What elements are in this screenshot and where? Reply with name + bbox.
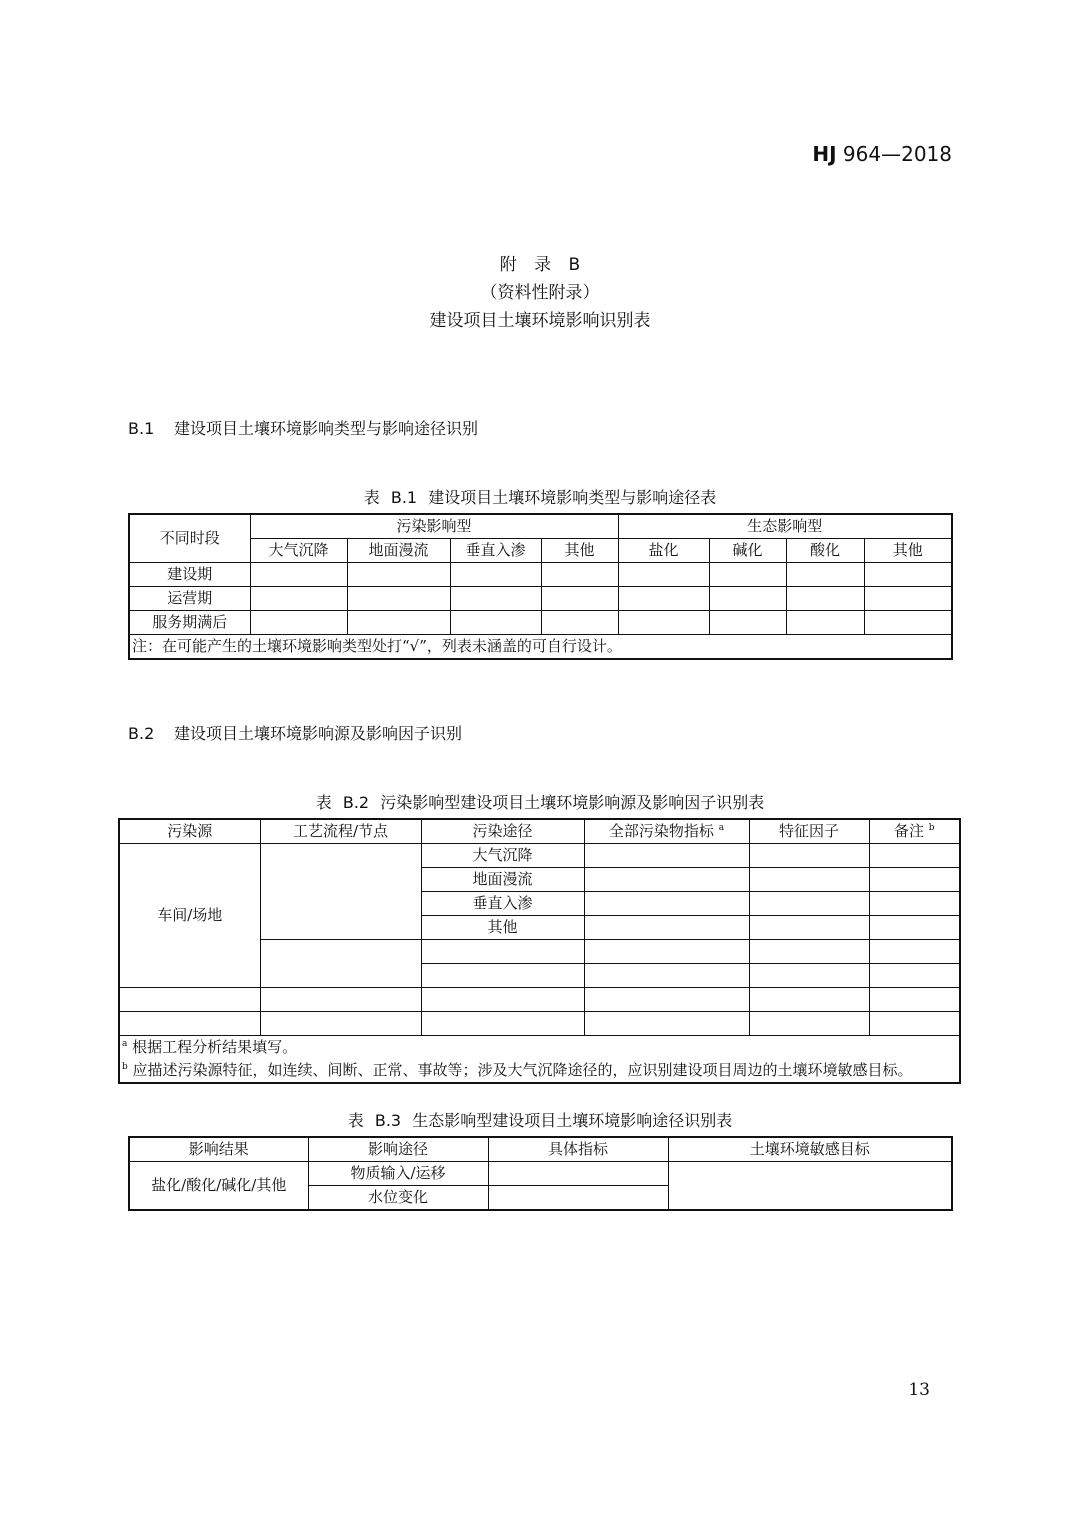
- table-row: [119, 1012, 960, 1036]
- section-title: 建设项目土壤环境影响类型与影响途径识别: [174, 419, 479, 438]
- header-cell: 污染源: [119, 819, 260, 844]
- table-row: [129, 611, 952, 635]
- footnote-mark-a: a: [122, 1039, 128, 1049]
- header-cell: [584, 819, 749, 844]
- table-row: [129, 1162, 952, 1186]
- standard-prefix: HJ: [812, 142, 837, 166]
- table-row: [129, 587, 952, 611]
- appendix-type: （资料性附录）: [480, 283, 600, 303]
- subheader-cell: 其他: [864, 539, 952, 563]
- footnote-text: 应描述污染源特征，如连续、间断、正常、事故等；涉及大气沉降途径的，应识别建设项目周边的土壤环境敏感目标。: [132, 1061, 913, 1079]
- header-cell: 影响结果: [129, 1137, 308, 1162]
- table-b1: [128, 513, 953, 660]
- row-label: 建设期: [129, 563, 250, 587]
- header-label: 全部污染物指标: [608, 822, 714, 840]
- section-number: B.1: [128, 419, 155, 438]
- subheader-cell: 盐化: [618, 539, 709, 563]
- path-cell: 垂直入渗: [421, 892, 584, 916]
- row-label: 服务期满后: [129, 611, 250, 635]
- header-period: 不同时段: [129, 514, 250, 563]
- standard-number: 964—2018: [842, 142, 952, 166]
- header-ecological-type: 生态影响型: [618, 514, 952, 539]
- table-b2-note-a: [119, 1036, 960, 1060]
- header-cell: 特征因子: [749, 819, 869, 844]
- subheader-cell: 地面漫流: [347, 539, 450, 563]
- appendix-label: 附 录 B: [499, 255, 581, 275]
- appendix-title: 建设项目土壤环境影响识别表: [429, 311, 651, 331]
- table-b3-caption: 表 B.3 生态影响型建设项目土壤环境影响途径识别表: [347, 1111, 733, 1130]
- section-title: 建设项目土壤环境影响源及影响因子识别: [174, 724, 463, 743]
- source-cell: 车间/场地: [119, 844, 260, 988]
- table-row: [119, 988, 960, 1012]
- section-b2-heading: [128, 721, 462, 744]
- path-cell: 其他: [421, 916, 584, 940]
- header-pollution-type: 污染影响型: [250, 514, 618, 539]
- path-cell: 物质输入/运移: [308, 1162, 488, 1186]
- path-cell: 大气沉降: [421, 844, 584, 868]
- table-b2-caption: 表 B.2 污染影响型建设项目土壤环境影响源及影响因子识别表: [315, 793, 765, 812]
- footnote-text: 根据工程分析结果填写。: [132, 1038, 298, 1056]
- path-cell: 地面漫流: [421, 868, 584, 892]
- header-cell: 影响途径: [308, 1137, 488, 1162]
- subheader-cell: 其他: [541, 539, 618, 563]
- table-row: [119, 844, 960, 868]
- footnote-ref-a: a: [718, 823, 725, 833]
- header-cell: 具体指标: [488, 1137, 668, 1162]
- subheader-cell: 碱化: [709, 539, 786, 563]
- result-cell: 盐化/酸化/碱化/其他: [129, 1162, 308, 1211]
- table-b3: [128, 1136, 953, 1211]
- header-cell: 污染途径: [421, 819, 584, 844]
- subheader-cell: 酸化: [786, 539, 864, 563]
- subheader-cell: 大气沉降: [250, 539, 347, 563]
- path-cell: 水位变化: [308, 1186, 488, 1211]
- subheader-cell: 垂直入渗: [450, 539, 541, 563]
- row-label: 运营期: [129, 587, 250, 611]
- section-number: B.2: [128, 724, 155, 743]
- table-b1-note: 注：在可能产生的土壤环境影响类型处打“√”，列表未涵盖的可自行设计。: [129, 635, 952, 660]
- table-b2-note-b: [119, 1059, 960, 1083]
- table-b2: [118, 818, 961, 1084]
- section-b1-heading: [128, 416, 478, 439]
- table-b1-caption: 表 B.1 建设项目土壤环境影响类型与影响途径表: [363, 488, 717, 507]
- header-cell: 工艺流程/节点: [260, 819, 421, 844]
- page-number: 13: [908, 1380, 930, 1400]
- header-label: 备注: [893, 822, 924, 840]
- header-cell: [869, 819, 960, 844]
- footnote-ref-b: b: [928, 823, 935, 833]
- header-cell: 土壤环境敏感目标: [668, 1137, 952, 1162]
- footnote-mark-b: b: [122, 1062, 128, 1072]
- table-row: [129, 563, 952, 587]
- standard-code: [812, 142, 952, 166]
